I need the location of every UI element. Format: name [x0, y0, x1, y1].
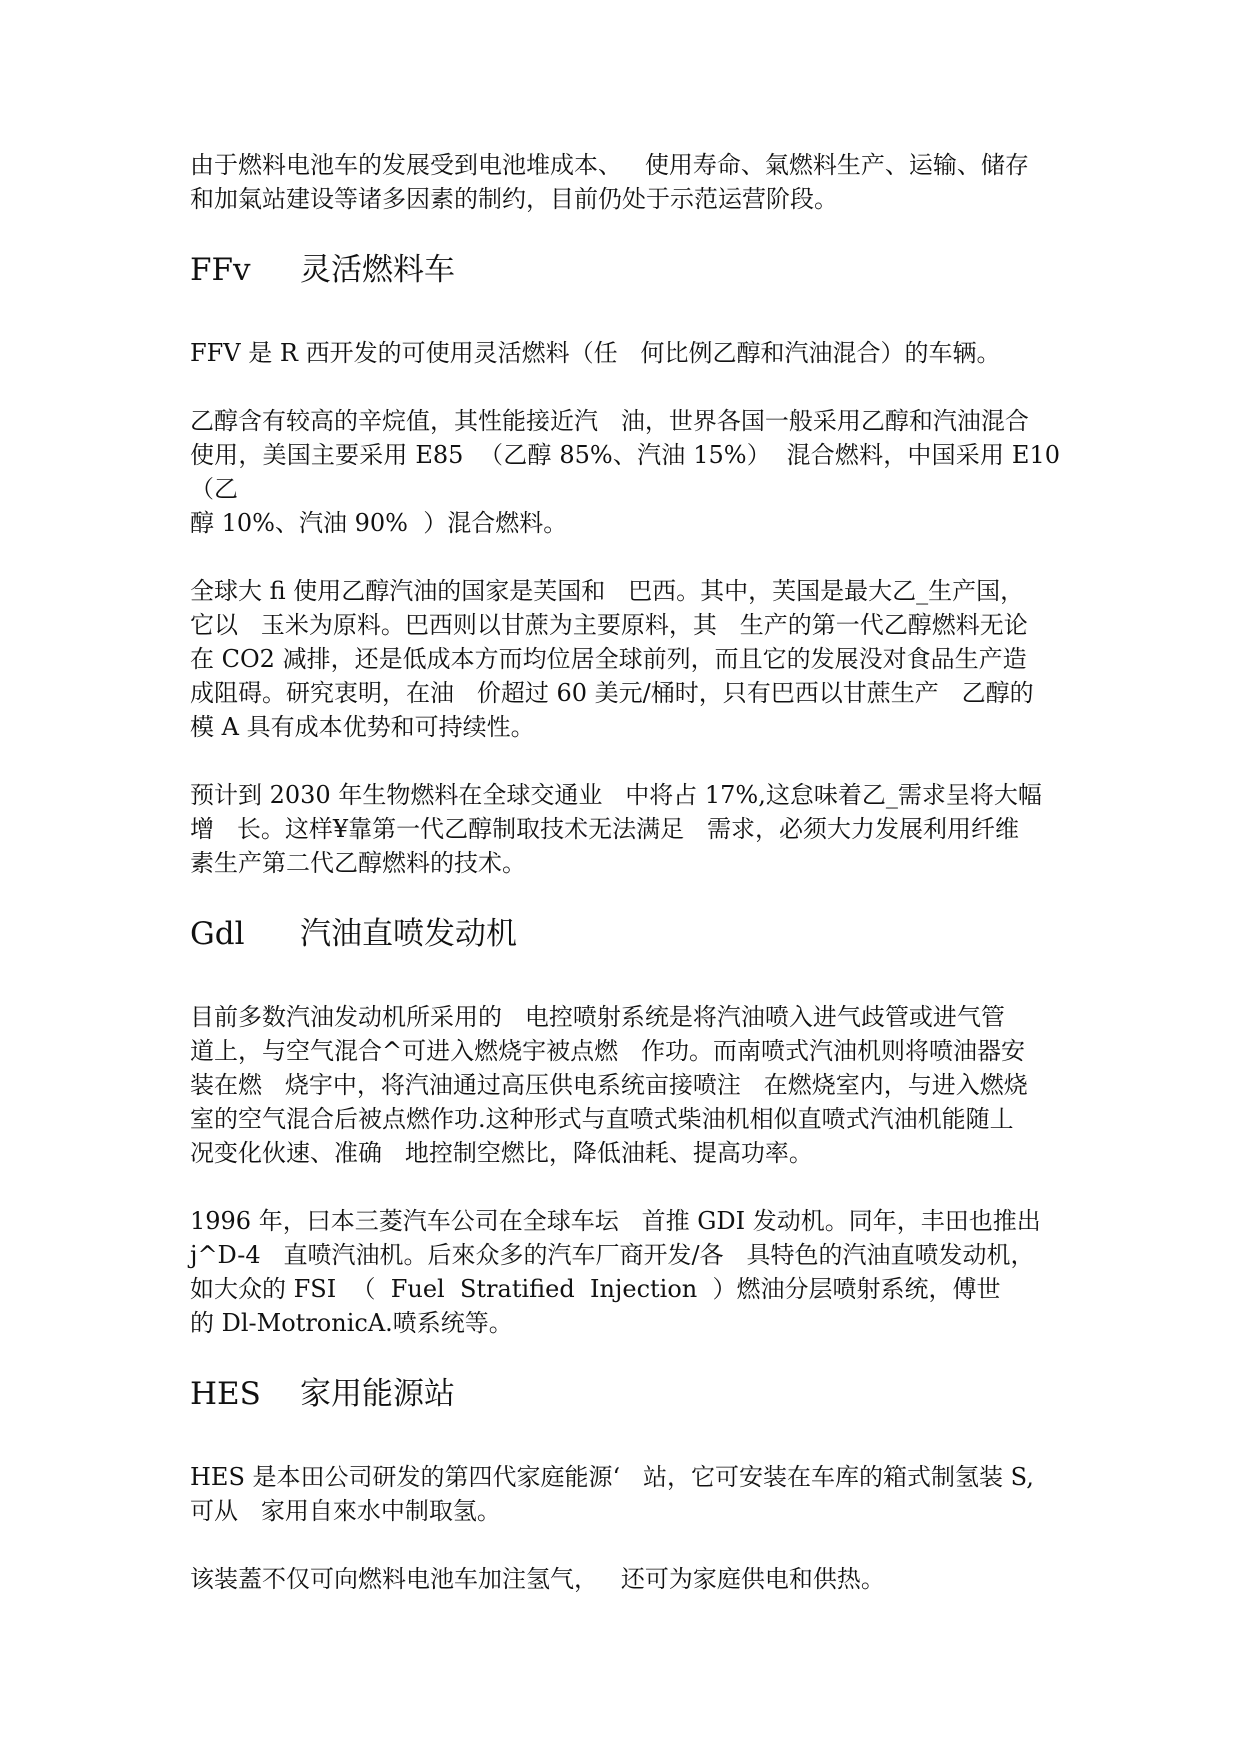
paragraph-line: HES 是本田公司研发的第四代家庭能源‘ 站，它可安装在车库的箱式制氢装 S,	[190, 1463, 1034, 1491]
section-code: Gdl	[190, 916, 245, 952]
paragraph-line: 预计到 2030 年生物燃料在全球交通业 中将占 17%,这怠味着乙_需求呈将大幅	[190, 781, 1042, 809]
section-heading	[190, 914, 1060, 954]
section-heading	[190, 250, 1060, 290]
paragraph-line: 况变化伙速、准确 地控制空燃比，降低油耗、提高功率。	[190, 1139, 813, 1167]
paragraph-line: 如大众的 FSI （ Fuel Stratified Injection ）燃油分层喷射系统，傅世	[190, 1275, 1001, 1303]
paragraph-line: 的 Dl-MotronicA.喷系统等。	[190, 1309, 513, 1337]
document-body	[190, 148, 1076, 1630]
section-code: HES	[190, 1376, 261, 1412]
section-title: 家用能源站	[300, 1376, 455, 1412]
paragraph-line: 增 长。这样¥靠第一代乙醇制取技术无法满足 需求，必须大力发展利用纤维	[190, 815, 1020, 843]
paragraph-line: 和加氣站建设等诸多因素的制约，目前仍处于示范运营阶段。	[190, 185, 838, 213]
paragraph-line: j^D-4 直喷汽油机。后來众多的汽车厂商开发/各 具特色的汽油直喷发动机，	[190, 1241, 1035, 1269]
paragraph-line: 道上，与空气混合^可进入燃烧宇被点燃 作功。而南喷式汽油机则将喷油器安	[190, 1037, 1025, 1065]
paragraph-line: 全球大 fi 使用乙醇汽油的国家是芙国和 巴西。其中，芙国是最大乙_生产国，	[190, 577, 1025, 605]
paragraph-line: 可从 家用自來水中制取氢。	[190, 1497, 501, 1525]
paragraph-line: 素生产第二代乙醇燃料的技术。	[190, 849, 526, 877]
paragraph-line: 乙醇含有较高的辛烷值，其性能接近汽 油，世界各国一般采用乙醇和汽油混合	[190, 407, 1029, 435]
paragraph	[190, 1000, 1060, 1170]
section-heading	[190, 1374, 1060, 1414]
paragraph-line: 成阻碍。研究衷明，在油 价超过 60 美元/桶时，只有巴西以甘蔗生产 乙醇的	[190, 679, 1034, 707]
paragraph-line: 它以 玉米为原料。巴西则以甘蔗为主要原料，其 生产的第一代乙醇燃料无论	[190, 611, 1028, 639]
paragraph	[190, 404, 1076, 540]
paragraph	[190, 574, 1060, 744]
paragraph	[190, 336, 1060, 370]
paragraph	[190, 1460, 1060, 1528]
section-code: FFv	[190, 252, 251, 288]
paragraph	[190, 778, 1060, 880]
paragraph-line: 使用，美国主要采用 E85 （乙醇 85%、汽油 15%） 混合燃料，中国采用 E10 （乙	[190, 441, 1076, 503]
paragraph-line: FFV 是 R 西开发的可使用灵活燃料（任 何比例乙醇和汽油混合）的车辆。	[190, 339, 1001, 367]
paragraph-line: 目前多数汽油发动机所采用的 电控喷射系统是将汽油喷入进气歧管或进气管	[190, 1003, 1005, 1031]
paragraph-line: 1996 年，曰本三菱汽车公司在全球车坛 首推 GDI 发动机。同年，丰田也推出	[190, 1207, 1041, 1235]
paragraph-line: 该装蓋不仅可向燃料电池车加注氢气， 还可为家庭供电和供热。	[190, 1565, 885, 1593]
paragraph	[190, 1204, 1060, 1340]
paragraph-line: 由于燃料电池车的发展受到电池堆成本、 使用寿命、氣燃料生产、运输、储存	[190, 151, 1029, 179]
paragraph-line: 模 A 具有成本优势和可持续性。	[190, 713, 535, 741]
paragraph	[190, 1562, 1060, 1596]
section-title: 灵活燃料车	[300, 252, 455, 288]
paragraph-line: 装在燃 烧宇中，将汽油通过高压供电系统亩接喷注 在燃烧室内，与进入燃烧	[190, 1071, 1028, 1099]
paragraph-line: 室的空气混合后被点燃作功.这种形式与直喷式柴油机相似直喷式汽油机能随丄	[190, 1105, 1014, 1133]
paragraph	[190, 148, 1060, 216]
section-title: 汽油直喷发动机	[300, 916, 517, 952]
paragraph-line: 醇 10%、汽油 90% ）混合燃料。	[190, 509, 568, 537]
paragraph-line: 在 CO2 减排，还是低成本方而均位居全球前列，而且它的发展没对食品生产造	[190, 645, 1027, 673]
